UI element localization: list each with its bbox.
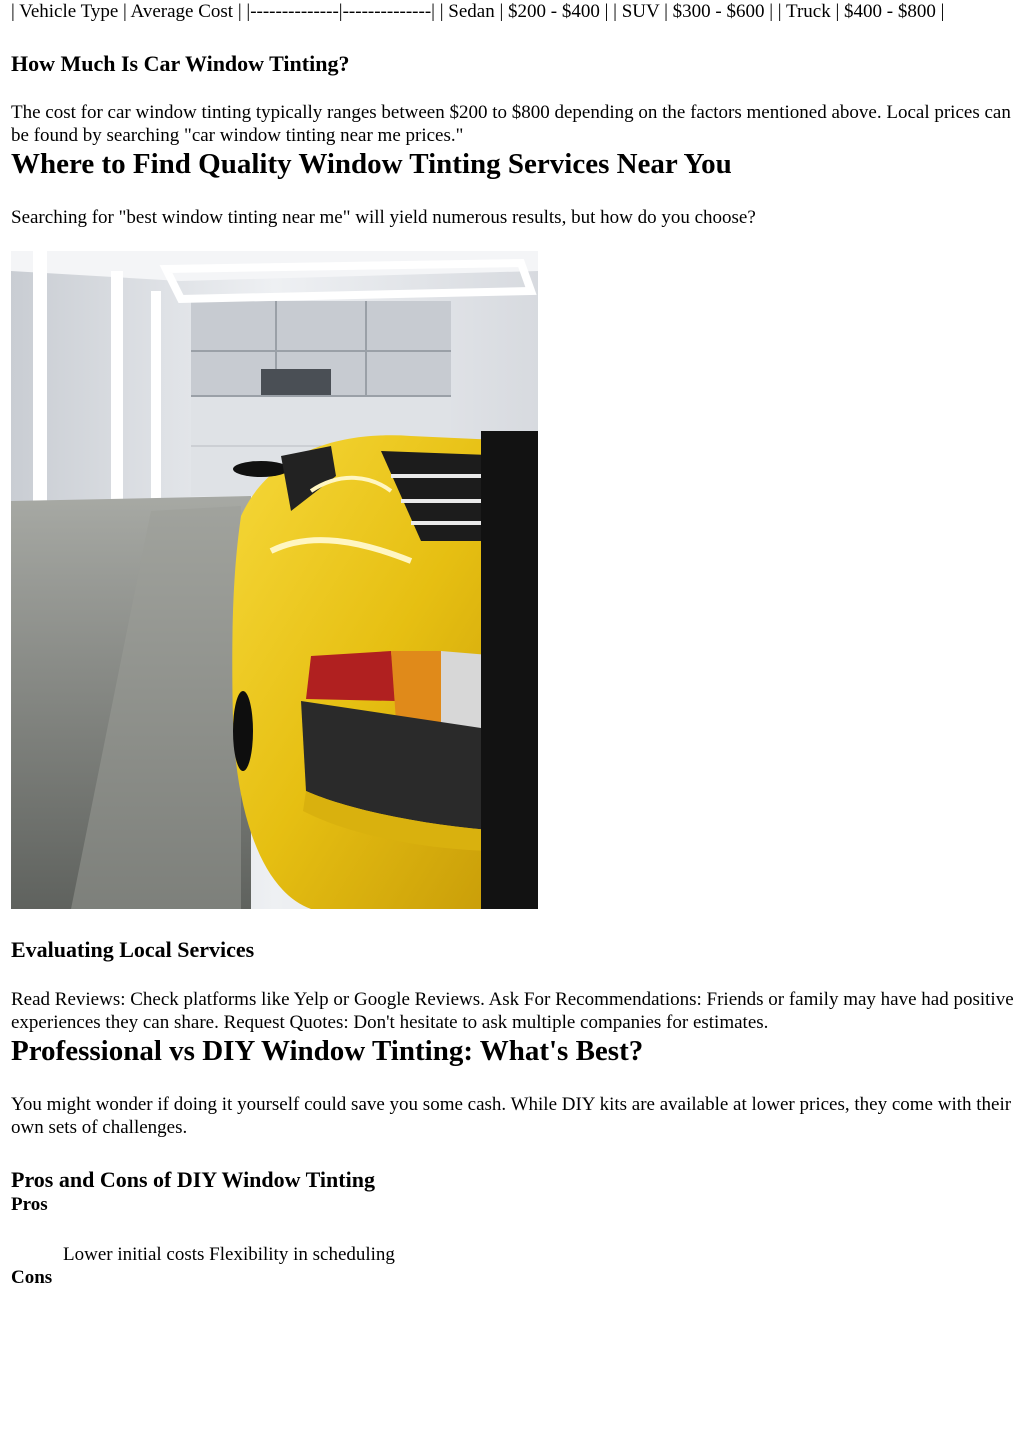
find-services-paragraph: Searching for "best window tinting near me" will yield numerous results, but how do you choose?	[11, 207, 756, 228]
pros-cons-heading: Pros and Cons of DIY Window Tinting	[11, 1167, 375, 1192]
pros-list-text: Lower initial costs Flexibility in scheduling	[63, 1244, 395, 1265]
yellow-car-garage-photo	[11, 251, 538, 909]
evaluating-heading: Evaluating Local Services	[11, 937, 255, 962]
find-services-heading: Where to Find Quality Window Tinting Services Near You	[11, 148, 732, 180]
professional-vs-diy-paragraph: You might wonder if doing it yourself could save you some cash. While DIY kits are available at lower prices, they come with their own sets of challenges.	[11, 1094, 1012, 1138]
markdown-table-text: | Vehicle Type | Average Cost | |--------------|--------------| | Sedan | $200 - $400 | | SUV | $300 - $600 | | Truck | $400 - $800 |	[11, 1, 945, 22]
pros-heading: Pros	[11, 1194, 48, 1215]
evaluating-paragraph: Read Reviews: Check platforms like Yelp or Google Reviews. Ask For Recommendations: Friends or family may have had positive experiences they can share. Request Quotes: Don't hesitate to ask multiple companies for estimates.	[11, 989, 1014, 1033]
cost-heading: How Much Is Car Window Tinting?	[11, 51, 350, 76]
cons-heading: Cons	[11, 1267, 53, 1288]
professional-vs-diy-heading: Professional vs DIY Window Tinting: What's Best?	[11, 1035, 644, 1067]
cost-paragraph: The cost for car window tinting typically ranges between $200 to $800 depending on the factors mentioned above. Local prices can be found by searching "car window tinting near me prices."	[11, 102, 1011, 146]
